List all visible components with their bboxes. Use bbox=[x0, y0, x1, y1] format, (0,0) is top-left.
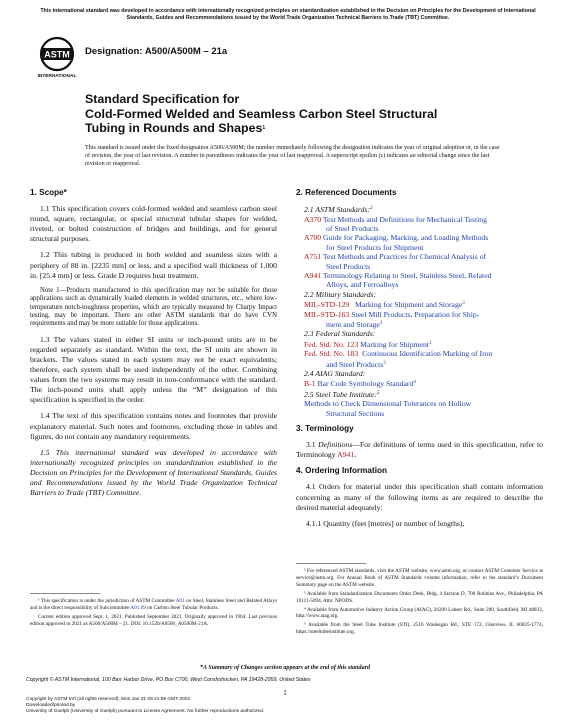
terminology-a941-link[interactable]: A941 bbox=[337, 450, 355, 460]
paragraph-1-4: 1.4 The text of this specification contains notes and footnotes that provide explanatory material. Such notes and footnotes, excluding those in tables and figures, do not contain any mandatory requirements. bbox=[30, 411, 277, 441]
paragraph-1-3: 1.3 The values stated in either SI units or inch-pound units are to be regarded separately as standard. Within the text, the SI units are shown in brackets. The values stated in each system may not be exact equivalents; therefore, each system shall be used independently of the other. Combining values from the two systems may result in non-conformance with the standard. The inch-pound units shall apply unless the “M” designation of this specification is specified in the order. bbox=[30, 334, 277, 405]
footnote-1-edition: Current edition approved Sept. 1, 2021. Published September 2021. Originally approved in 1964. Last previous edition approved in 2021 as A500/A500M – 21. DOI: 10.1520/A0500_A0500M-21A. bbox=[30, 613, 277, 627]
note-1: Note 1—Products manufactured to this specification may not be suitable for those applications such as dynamically loaded elements in welded structures, etc., where low-temperature notch-toughness properties, which are typically measured by Charpy Impact testing, may be important. There are other ASTM standards that do have CVN requirements and may be more suitable for those applications. bbox=[30, 286, 277, 328]
paragraph-1-5: 1.5 This international standard was developed in accordance with internationally recognized principles on standardization established in the Decision on Principles for the Development of International Standards, Guides and Recommendations issued by the World Trade Organization Technical Barriers to Trade (TBT) Committee. bbox=[30, 447, 277, 498]
reference-a751[interactable]: A751 Test Methods and Practices for Chemical Analysis of Steel Products bbox=[304, 252, 487, 271]
footnote-1: ¹ This specification is under the jurisdiction of ASTM Committee A01 on Steel, Stainless Steel and Related Alloys and is the direct responsibility of Subcommittee A01.09 on Carbon Steel Tubular Products. bbox=[30, 598, 278, 611]
paragraph-4-1: 4.1 Orders for material under this specification shall contain information concerning as many of the following items as are required to describe the desired material adequately: bbox=[296, 482, 543, 512]
ordering-information-heading: 4. Ordering Information bbox=[296, 466, 387, 476]
astm-standards-label: 2.1 ASTM Standards:$^2$ bbox=[304, 205, 373, 215]
title-line-3: Tubing in Rounds and Shapes$^1$ bbox=[85, 121, 266, 136]
left-column bbox=[30, 188, 277, 504]
paragraph-1-1: 1.1 This specification covers cold-formed welded and seamless carbon steel round, square, rectangular, or special structural tubular shapes for welded, riveted, or bolted construction of bridges and buildings, and for general structural purposes. bbox=[30, 204, 277, 244]
footnotes-right bbox=[296, 557, 543, 638]
reference-a941[interactable]: A941 Terminology Relating to Steel, Stainless Steel, Related Alloys, and Ferroalloys bbox=[304, 270, 492, 290]
title-line-1: Standard Specification for bbox=[85, 92, 240, 106]
footnote-4: ⁴ Available from Automotive Industry Action Group (AIAG), 26200 Lahser Rd., Suite 200, Southfield, MI 48033, http://www.aiag.org. bbox=[296, 606, 543, 620]
footnote-3: ³ Available from Standardization Documents Order Desk, Bldg. 4 Section D, 700 Robbins Ave., Philadelphia, PA 19111-5094, Attn: NPODS. bbox=[296, 590, 543, 604]
title-line-2: Cold-Formed Welded and Seamless Carbon Steel Structural bbox=[85, 106, 438, 121]
reference-mil-std-129[interactable]: MIL-STD-129 Marking for Shipment and Storage$^3$ bbox=[304, 300, 465, 310]
reference-sti-methods[interactable]: Methods to Check Dimensional Tolerances on Hollow Structural Sections bbox=[304, 399, 472, 418]
paragraph-3-1: 3.1 Definitions—For definitions of terms used in this specification, refer to Terminology A941. bbox=[296, 440, 543, 460]
reference-a370[interactable]: A370 Test Methods and Definitions for Mechanical Testing of Steel Products bbox=[304, 214, 487, 233]
issued-note: This standard is issued under the fixed designation A500/A500M; the number immediately following the designation indicates the year of original adoption or, in the case of revision, the year of last revision. A number in parentheses indicates the year of last reapproval. A superscript epsilon (ε) indicates an editorial change since the last revision or reapproval. bbox=[85, 145, 500, 167]
reference-mil-std-163[interactable]: MIL-STD-163 Steel Mill Products, Preparation for Ship- ment and Storage$^3$ bbox=[304, 309, 480, 329]
logo-text: ASTM bbox=[44, 49, 70, 60]
federal-standards-label: 2.3 Federal Standards: bbox=[304, 329, 376, 339]
download-notice: Copyright by ASTM Int'l (all rights reserved); Mon Jan 31 09:21:59 GMT 2022 Downloaded/printed by University of Guelph (University of Guelph) pursuant to License Agreement. No further reproductions authorized. bbox=[26, 697, 265, 714]
reference-b-1[interactable]: B-1 Bar Code Symbology Standard$^4$ bbox=[304, 379, 416, 389]
top-note: This international standard was developed in accordance with internationally recognized principles on standardization established in the Decision on Principles for the Development of International Standards, Guides and Recommendations issued by the World Trade Organization Technical Barriers to Trade (TBT) Committee. bbox=[40, 8, 536, 21]
reference-fed-std-183[interactable]: Fed. Std. No. 183 Continuous Identification Marking of Iron and Steel Products$^3$ bbox=[304, 349, 493, 369]
right-column bbox=[296, 188, 543, 535]
page-title bbox=[85, 92, 525, 136]
footnote-divider bbox=[30, 593, 100, 594]
subcommittee-link[interactable]: A01.09 bbox=[130, 604, 146, 611]
summary-of-changes-note: *A Summary of Changes section appears at the end of this standard bbox=[199, 665, 371, 671]
reference-fed-std-123[interactable]: Fed. Std. No. 123 Marking for Shipment$^3$ bbox=[304, 339, 432, 349]
footnote-divider-right bbox=[296, 563, 366, 564]
terminology-heading: 3. Terminology bbox=[296, 424, 354, 434]
footnotes-left bbox=[30, 587, 277, 630]
page-number: 1 bbox=[283, 689, 287, 697]
footnote-5: ⁵ Available from the Steel Tube Institute (STI), 2516 Waukegan Rd., STE 172, Glenview, IL 60025-1774, https://steeltubeinstitute.org. bbox=[296, 622, 543, 636]
aiag-standard-label: 2.4 AIAG Standard: bbox=[304, 369, 366, 378]
scope-heading: 1. Scope* bbox=[30, 188, 67, 197]
reference-a700[interactable]: A700 Guide for Packaging, Marking, and Loading Methods for Steel Products for Shipment bbox=[304, 233, 489, 252]
copyright-line: Copyright © ASTM International, 100 Barr Harbor Drive, PO Box C700, West Conshohocken, PA 19428-2959. United States bbox=[26, 677, 311, 683]
astm-logo-icon bbox=[37, 36, 77, 80]
referenced-documents-heading: 2. Referenced Documents bbox=[296, 188, 397, 197]
military-standards-label: 2.2 Military Standards: bbox=[304, 289, 377, 299]
paragraph-1-2: 1.2 This tubing is produced in both welded and seamless sizes with a periphery of 88 in. [2235 mm] or less, and a specified wall thickness of 1.000 in. [25.4 mm] or less. Grade D requires heat treatment. bbox=[30, 250, 277, 280]
paragraph-4-1-1: 4.1.1 Quantity (feet [metres] or number of lengths), bbox=[306, 518, 465, 528]
logo-subtext: INTERNATIONAL bbox=[37, 74, 77, 79]
designation: Designation: A500/A500M – 21a bbox=[85, 46, 228, 57]
steel-tube-institute-label: 2.5 Steel Tube Institute:$^5$ bbox=[304, 389, 380, 399]
committee-link[interactable]: A01 bbox=[175, 598, 185, 604]
footnote-2: ² For referenced ASTM standards, visit the ASTM website, www.astm.org, or contact ASTM Customer Service at service@astm.org. For Annual Book of ASTM Standards volume information, refer to the standard’s Document Summary page on the ASTM website. bbox=[296, 568, 543, 588]
